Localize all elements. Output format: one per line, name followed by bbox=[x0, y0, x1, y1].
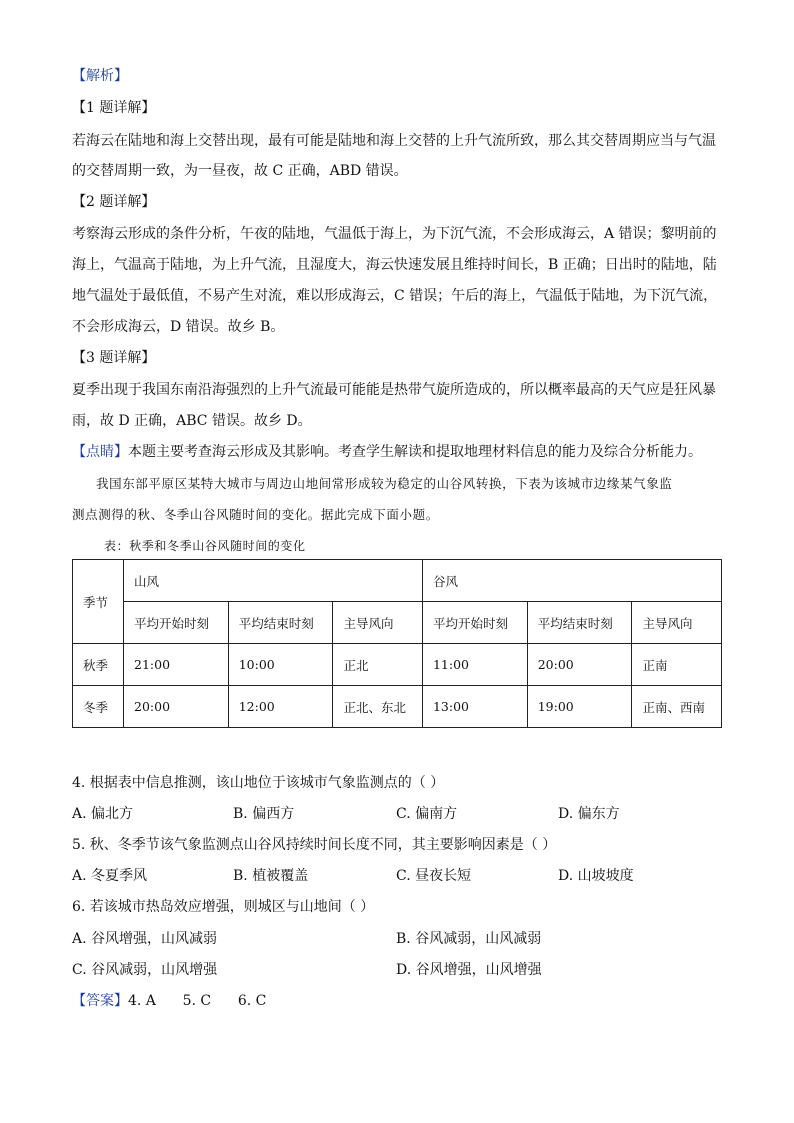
table-cell: 11:00 bbox=[422, 644, 527, 686]
table-cell: 13:00 bbox=[422, 686, 527, 728]
mountain-wind-header: 山风 bbox=[124, 560, 423, 602]
material-line-2: 测点测得的秋、冬季山谷风随时间的变化。据此完成下面小题。 bbox=[72, 507, 439, 522]
q2-heading: 【2 题详解】 bbox=[72, 194, 156, 210]
q6-option-c[interactable]: C. 谷风减弱，山风增强 bbox=[72, 962, 218, 978]
point-label: 【点睛】 bbox=[72, 444, 128, 460]
table-cell: 正南、西南 bbox=[632, 686, 722, 728]
subheader-cell: 主导风向 bbox=[333, 602, 423, 644]
q6-option-b[interactable]: B. 谷风减弱，山风减弱 bbox=[396, 931, 542, 947]
subheader-cell: 平均结束时刻 bbox=[228, 602, 333, 644]
q1-line-1: 若海云在陆地和海上交替出现，最有可能是陆地和海上交替的上升气流所致，那么其交替周期应当与气温 bbox=[72, 133, 716, 149]
subheader-cell: 平均结束时刻 bbox=[527, 602, 632, 644]
subheader-cell: 平均开始时刻 bbox=[124, 602, 229, 644]
season-cell: 秋季 bbox=[73, 644, 124, 686]
q5-option-d[interactable]: D. 山坡坡度 bbox=[558, 868, 634, 884]
q4-option-b[interactable]: B. 偏西方 bbox=[233, 806, 295, 822]
table-cell: 正南 bbox=[632, 644, 722, 686]
material-line-1: 我国东部平原区某特大城市与周边山地间常形成较为稳定的山谷风转换，下表为该城市边缘某气象监 bbox=[96, 476, 673, 491]
question-5-stem: 5. 秋、冬季节该气象监测点山谷风持续时间长度不同，其主要影响因素是（ ） bbox=[72, 837, 557, 853]
table-row bbox=[73, 686, 722, 728]
answer-text: 4. A 5. C 6. C bbox=[128, 993, 267, 1009]
wind-table bbox=[72, 559, 722, 728]
table-subheader-row bbox=[73, 602, 722, 644]
subheader-cell: 主导风向 bbox=[632, 602, 722, 644]
table-cell: 正北、东北 bbox=[333, 686, 423, 728]
q2-line-2: 海上，气温高于陆地，为上升气流，且湿度大，海云快速发展且维持时间长，B 正确；日出时的陆地，陆 bbox=[72, 257, 717, 273]
q5-option-a[interactable]: A. 冬夏季风 bbox=[72, 868, 148, 884]
q6-option-d[interactable]: D. 谷风增强，山风增强 bbox=[396, 962, 542, 978]
q5-option-b[interactable]: B. 植被覆盖 bbox=[233, 868, 309, 884]
q2-line-1: 考察海云形成的条件分析，午夜的陆地，气温低于海上，为下沉气流，不会形成海云，A 错误；黎明前的 bbox=[72, 226, 717, 242]
answer-label: 【答案】 bbox=[72, 993, 128, 1009]
valley-wind-header: 谷风 bbox=[422, 560, 721, 602]
table-cell: 20:00 bbox=[527, 644, 632, 686]
point-text: 本题主要考查海云形成及其影响。考查学生解读和提取地理材料信息的能力及综合分析能力。 bbox=[128, 444, 702, 460]
table-row bbox=[73, 644, 722, 686]
answer-line bbox=[72, 991, 266, 1011]
q2-line-4: 不会形成海云，D 错误。故乡 B。 bbox=[72, 319, 285, 335]
table-cell: 21:00 bbox=[124, 644, 229, 686]
q3-line-2: 雨，故 D 正确，ABC 错误。故乡 D。 bbox=[72, 413, 312, 429]
q3-line-1: 夏季出现于我国东南沿海强烈的上升气流最可能能是热带气旋所造成的，所以概率最高的天气应是狂风暴 bbox=[72, 382, 716, 398]
point-paragraph bbox=[72, 442, 702, 462]
q1-heading: 【1 题详解】 bbox=[72, 100, 156, 116]
subheader-cell: 平均开始时刻 bbox=[422, 602, 527, 644]
season-cell: 冬季 bbox=[73, 686, 124, 728]
q4-option-c[interactable]: C. 偏南方 bbox=[396, 806, 458, 822]
q4-option-d[interactable]: D. 偏东方 bbox=[558, 806, 620, 822]
table-cell: 20:00 bbox=[124, 686, 229, 728]
table-header-row bbox=[73, 560, 722, 602]
season-header: 季节 bbox=[73, 560, 124, 644]
q6-option-a[interactable]: A. 谷风增强，山风减弱 bbox=[72, 931, 218, 947]
question-4-stem: 4. 根据表中信息推测，该山地位于该城市气象监测点的（ ） bbox=[72, 775, 445, 791]
analysis-label: 【解析】 bbox=[72, 68, 128, 84]
q2-line-3: 地气温处于最低值，不易产生对流，难以形成海云，C 错误；午后的海上，气温低于陆地，为下沉气流， bbox=[72, 288, 718, 304]
q3-heading: 【3 题详解】 bbox=[72, 350, 156, 366]
q4-option-a[interactable]: A. 偏北方 bbox=[72, 806, 134, 822]
question-6-stem: 6. 若该城市热岛效应增强，则城区与山地间（ ） bbox=[72, 899, 375, 915]
q5-option-c[interactable]: C. 昼夜长短 bbox=[396, 868, 472, 884]
table-caption: 表：秋季和冬季山谷风随时间的变化 bbox=[104, 539, 306, 553]
table-cell: 19:00 bbox=[527, 686, 632, 728]
table-cell: 正北 bbox=[333, 644, 423, 686]
table-cell: 12:00 bbox=[228, 686, 333, 728]
q1-line-2: 的交替周期一致，为一昼夜，故 C 正确，ABD 错误。 bbox=[72, 163, 408, 179]
table-cell: 10:00 bbox=[228, 644, 333, 686]
